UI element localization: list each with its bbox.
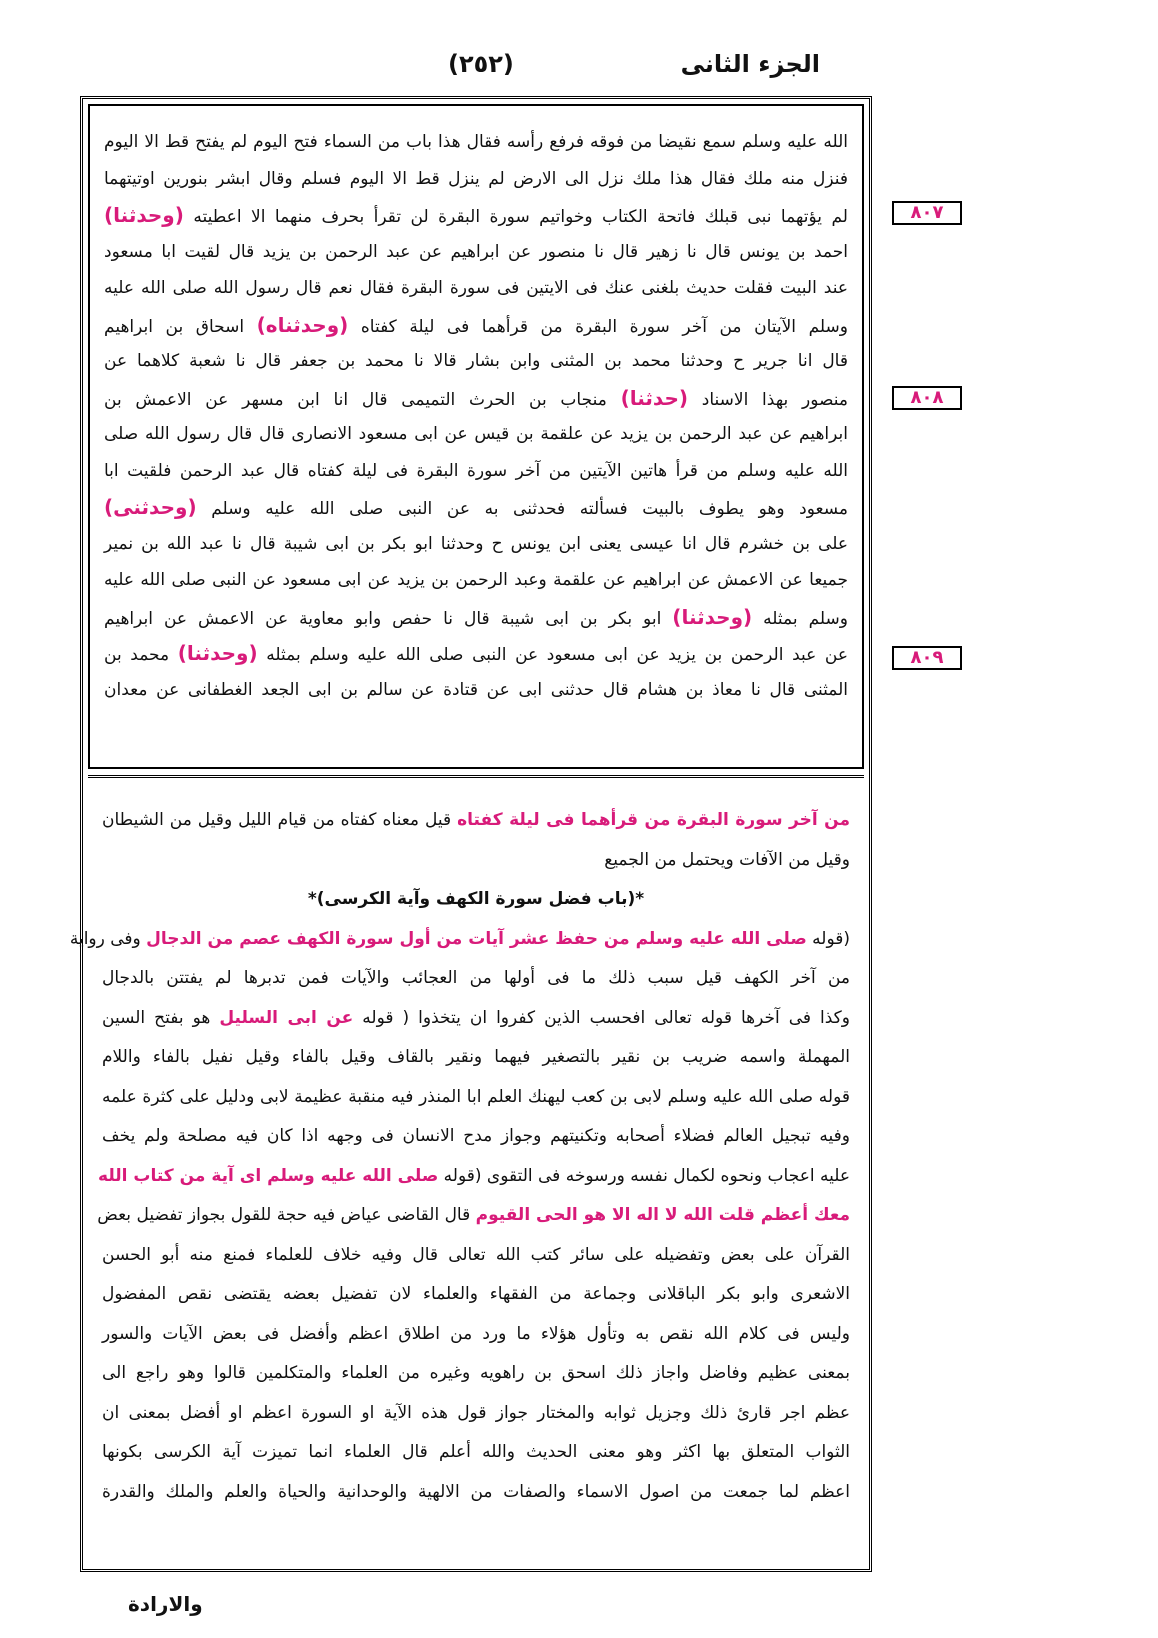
text-line: منصور بهذا الاسناد (حدثنا) منجاب بن الحرث التميمى قال انا ابن مسهر عن الاعمش بن [104, 385, 848, 410]
commentary-text: (قوله [806, 928, 850, 949]
text-line: ابراهيم عن عبد الرحمن بن يزيد عن علقمة بن قيس عن ابى مسعود الانصارى قال قال رسول الله صلى [104, 424, 848, 444]
commentary-text: وكذا فى آخرها قوله تعالى افحسب الذين كفروا ان يتخذوا ( قوله [353, 1007, 850, 1028]
commentary-highlight: صلى الله عليه وسلم من حفظ عشر آيات من أول سورة الكهف عصم من الدجال [146, 928, 807, 949]
commentary-line [102, 999, 850, 1039]
commentary-text: وفى رواية [69, 928, 147, 949]
commentary-highlight: صلى الله عليه وسلم اى آية من كتاب الله [98, 1165, 439, 1186]
narrator-marker: (وحدثنا) [672, 604, 753, 629]
commentary-line: وليس فى كلام الله نقص به وتأول هؤلاء ما ورد من اطلاق اعظم وأفضل فى بعض الآيات والسور [102, 1323, 850, 1344]
commentary-block [69, 785, 864, 1564]
text-line: عند البيت فقلت حديث بلغنى عنك فى الايتين فى سورة البقرة فقال نعم قال رسول الله صلى الله عليه [104, 278, 848, 298]
commentary-text: هو بفتح السين [102, 1007, 220, 1028]
text-line: فنزل منه ملك فقال هذا ملك نزل الى الارض لم ينزل قط الا اليوم فسلم وقال ابشر بنورين اوتيتهما [104, 168, 848, 189]
commentary-line: القرآن على بعض وتفضيله على سائر كتب الله تعالى قال وفيه خلاف للعلماء فمنع منه أبو الحسن [102, 1244, 850, 1265]
commentary-line [69, 920, 850, 960]
commentary-line [98, 1157, 850, 1197]
hadith-number-807: ٨٠٧ [892, 201, 962, 225]
section-divider [88, 775, 864, 778]
commentary-line: من آخر الكهف قيل سبب ذلك ما فى أولها من العجائب والآيات فمن تدبرها لم يفتتن بالدجال [102, 968, 850, 988]
text-line: وسلم بمثله (وحدثنا) ابو بكر بن ابى شيبة قال نا حفص وابو معاوية عن الاعمش عن ابراهيم [104, 604, 848, 629]
commentary-line: اعظم لما جمعت من اصول الاسماء والصفات من الالهية والوحدانية والحياة والعلم والملك والقدرة [102, 1481, 850, 1502]
page-frame [69, 96, 872, 1572]
commentary-line: وقيل من الآفات ويحتمل من الجميع [604, 849, 850, 870]
text-line: وسلم الآيتان من آخر سورة البقرة من قرأهما فى ليلة كفتاه (وحدثناه) اسحاق بن ابراهيم [104, 312, 848, 337]
commentary-highlight: من آخر سورة البقرة من قرأهما فى ليلة كفتاه [457, 810, 851, 830]
commentary-text: قال القاضى عياض فيه حجة للقول بجواز تفضيل بعض [97, 1205, 476, 1225]
commentary-highlight: عن ابى السليل [219, 1007, 354, 1028]
commentary-highlight: معك أعظم قلت الله لا اله الا هو الحى القيوم [475, 1205, 850, 1225]
narrator-marker: (وحدثنا) [177, 641, 258, 665]
commentary-line: عظم اجر قارئ ذلك وجزيل ثوابه والمختار جواز قول هذه الآية او السورة اعظم او أفضل بمعنى ان [102, 1402, 850, 1423]
hadith-number-809: ٨٠٩ [892, 646, 962, 670]
text-line: احمد بن يونس قال نا زهير قال نا منصور عن ابراهيم عن عبد الرحمن بن يزيد قال لقيت ابا مسعود [104, 241, 848, 262]
commentary-line [97, 1196, 850, 1236]
page-number: (٢٥٢) [448, 50, 514, 78]
text-line: جميعا عن الاعمش عن ابراهيم عن علقمة وعبد الرحمن بن يزيد عن ابى مسعود عن النبى صلى الله عليه [104, 570, 848, 590]
commentary-line: بمعنى عظيم وفاضل واجاز ذلك اسحق بن راهويه وغيره من العلماء والمتكلمين قالوا وهو راجع الى [102, 1363, 850, 1383]
commentary-line: المهملة واسمه ضريب بن نقير بالتصغير فيهما ونقير بالقاف وقيل بالفاء وقيل نفيل بالفاء واللام [102, 1047, 850, 1067]
text-line: الله عليه وسلم من قرأ هاتين الآيتين من آخر سورة البقرة فى ليلة كفتاه قال عبد الرحمن فلقيت ابا [104, 460, 848, 481]
text-line: لم يؤتهما نبى قبلك فاتحة الكتاب وخواتيم سورة البقرة لن تقرأ بحرف منهما الا اعطيته (وحدثنا) [104, 203, 848, 227]
commentary-line: وفيه تبجيل العالم فضلاء أصحابه وتكنيتهم وجواز مدح الانسان فى وجهه اذا كان فيه مصلحة ولم يخف [102, 1126, 850, 1146]
text-line: المثنى قال نا معاذ بن هشام قال حدثنى ابى عن قتادة عن سالم بن ابى الجعد الغطفانى عن معدان [104, 679, 848, 700]
part-header: الجزء الثانى [680, 50, 820, 78]
commentary-line [102, 801, 850, 841]
commentary-text: قيل معناه كفتاه من قيام الليل وقيل من الشيطان [102, 810, 458, 830]
chapter-title: *(باب فضل سورة الكهف وآية الكرسى)* [307, 889, 645, 909]
text-line: مسعود وهو يطوف بالبيت فسألته فحدثنى به عن النبى صلى الله عليه وسلم (وحدثنى) [104, 495, 848, 519]
narrator-marker: (حدثنا) [620, 385, 689, 410]
text-line: قال انا جرير ح وحدثنا محمد بن المثنى وابن بشار قالا نا محمد بن جعفر قال نا شعبة كلاهما عن [104, 351, 848, 371]
narrator-marker: (وحدثنا) [104, 203, 184, 227]
narrator-marker: (وحدثناه) [256, 312, 349, 337]
text-line: الله عليه وسلم سمع نقيضا من فوقه فرفع رأسه فقال هذا باب من السماء فتح اليوم لم يفتح قط الا اليوم [104, 132, 848, 152]
text-line: على بن خشرم قال انا عيسى يعنى ابن يونس ح وحدثنا ابو بكر بن ابى شيبة قال نا عبد الله بن نمير [104, 533, 848, 554]
catchword: والارادة [128, 1592, 203, 1616]
commentary-line: قوله صلى الله عليه وسلم لابى بن كعب ليهنك العلم ابا المنذر فيه منقبة عظيمة لابى ودليل على كثرة علمه [102, 1086, 850, 1107]
commentary-line: الاشعرى وابو بكر الباقلانى وجماعة من الفقهاء والعلماء لان تفضيل بعضه يقتضى نقص المفضول [102, 1284, 850, 1304]
hadith-number-808: ٨٠٨ [892, 386, 962, 410]
hadith-text-block [88, 104, 864, 769]
text-line: عن عبد الرحمن بن يزيد عن ابى مسعود عن النبى صلى الله عليه وسلم بمثله (وحدثنا) محمد بن [104, 641, 848, 665]
commentary-line: الثواب المتعلق بها اكثر وهو معنى الحديث والله أعلم قال العلماء انما تميزت آية الكرسى بكونها [102, 1442, 850, 1462]
narrator-marker: (وحدثنى) [104, 495, 197, 519]
commentary-text: عليه اعجاب ونحوه لكمال نفسه ورسوخه فى التقوى (قوله [438, 1165, 850, 1186]
